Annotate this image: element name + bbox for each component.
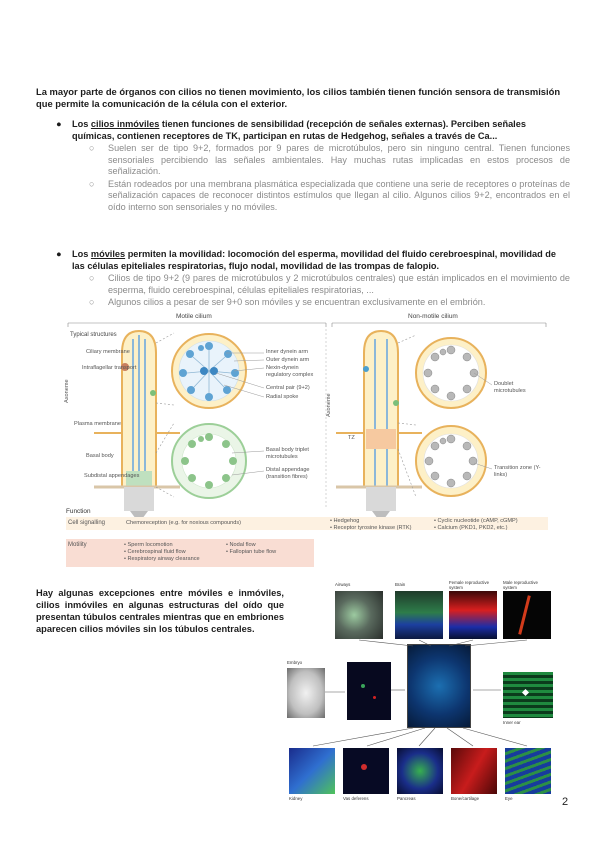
list-item <box>89 179 570 214</box>
pancreas-label: Pancreas <box>397 796 416 801</box>
list-item <box>89 143 570 178</box>
vas-deferens-label: Vas deferens <box>343 796 369 801</box>
signalling-item-text: Hedgehog <box>333 518 360 524</box>
radial-spoke-label: Radial spoke <box>266 394 299 400</box>
central-pair-label: Central pair (9+2) <box>266 385 310 391</box>
tz-label: TZ <box>348 435 355 441</box>
subdistal-appendages-label: Subdistal appendages <box>84 473 140 479</box>
motile-keyword: móviles <box>90 249 126 259</box>
typical-structures-label: Typical structures <box>70 332 117 338</box>
sub-bullet: ○ <box>89 143 95 153</box>
motility-item-text: Fallopian tube flow <box>229 549 277 555</box>
plasma-membrane-label: Plasma membrane <box>74 421 121 427</box>
motility-item: • Respiratory airway clearance <box>124 556 200 562</box>
immobile-description: tienen funciones de sensibilidad (recepción de señales externas). Perciben señales químicas, contienen receptores de TK, participan en rutas de Hedgehog, señales a través de Ca... <box>72 119 526 141</box>
sub-item-text: Suelen ser de tipo 9+2, formados por 9 pares de microtúbulos, pero sin ninguno central. Tienen funciones sensoriales percibiendo las señales ambientales. Hay muchas rutas implicadas en estos procesos de señalización. <box>108 143 570 177</box>
motile-description: permiten la movilidad: locomoción del esperma, movilidad del fluido cerebroespinal, movilidad de las células epiteliales respiratorias, flujo nodal, movilidad de las trompas de falopio. <box>72 249 557 271</box>
bullet-dot: ● <box>56 249 62 259</box>
non-motile-axoneme-cross-section <box>416 338 486 408</box>
eye-label: Eye <box>505 796 513 801</box>
basal-body-triplet-label: Basal body triplet microtubules <box>266 447 309 460</box>
list-item <box>89 297 570 309</box>
transition-zone-cross-section <box>416 426 486 496</box>
motility-item-text: Respiratory airway clearance <box>127 556 200 562</box>
motile-cilia-section <box>56 248 570 310</box>
distal-appendage-label: Distal appendage (transition fibres) <box>266 467 310 480</box>
motility-item: • Sperm locomotion <box>124 542 173 548</box>
signalling-item: • Cyclic nucleotide (cAMP, cGMP) <box>434 518 518 524</box>
function-title: Function <box>66 508 91 515</box>
non-motile-cilium-drawing <box>333 331 422 524</box>
inner-dynein-arm-label: Inner dynein arm <box>266 349 308 355</box>
airways-label: Airways <box>335 582 351 587</box>
doublet-microtubules-label: Doublet microtubules <box>494 381 526 394</box>
immobile-cilia-section <box>56 118 570 215</box>
immobile-sub-list <box>89 143 570 214</box>
embryo-label: Embryo <box>287 660 303 665</box>
motility-label: Motility <box>68 542 87 548</box>
bullet-prefix: Los <box>72 249 89 259</box>
non-motile-title: Non-motile cilium <box>408 313 458 320</box>
page-number: 2 <box>562 796 569 808</box>
outer-dynein-arm-label: Outer dynein arm <box>266 357 310 363</box>
brain-label: Brain <box>395 582 406 587</box>
signalling-item: • Receptor tyrosine kinase (RTK) <box>330 525 412 531</box>
kidney-label: Kidney <box>289 796 303 801</box>
intraflagellar-transport-label: Intraflagellar transport <box>82 365 137 371</box>
motility-item: • Fallopian tube flow <box>226 549 277 555</box>
exceptions-paragraph: Hay algunas excepciones entre móviles e inmóviles, cilios inmóviles en algunas estructuras del oído que presentan túbulos centrales mientras que en embriones aparecen cilios móviles sin los túbulos centrales. <box>36 588 284 634</box>
bone-cartilage-label: Bone/cartilage <box>451 796 480 801</box>
motility-item: • Cerebrospinal fluid flow <box>124 549 186 555</box>
ciliary-membrane-label: Ciliary membrane <box>86 349 130 355</box>
signalling-item-text: Receptor tyrosine kinase (RTK) <box>333 525 412 531</box>
male-reproductive-label: Male reproductive system <box>503 580 538 590</box>
sub-item-text: Cilios de tipo 9+2 (9 pares de microtúbulos y 2 microtúbulos centrales) que están implicados en el movimiento de esperma, fluido cerebroespinal, células epiteliales respiratorias, ... <box>108 273 570 295</box>
sub-item-text: Algunos cilios a pesar de ser 9+0 son móviles y se encuentran exclusivamente en el embrión. <box>108 297 486 308</box>
motility-item-text: Cerebrospinal fluid flow <box>127 549 186 555</box>
motile-bullet <box>56 248 570 272</box>
motility-item: • Nodal flow <box>226 542 256 548</box>
immobile-keyword: cilios inmóviles <box>90 119 160 129</box>
motility-item-text: Sperm locomotion <box>127 542 173 548</box>
transition-zone-label: Transition zone (Y-links) <box>494 465 541 478</box>
cilia-structure-figure <box>64 313 550 570</box>
signalling-item: • Hedgehog <box>330 518 360 524</box>
bullet-prefix: Los <box>72 119 89 129</box>
signalling-item-text: Calcium (PKD1, PKD2, etc.) <box>437 525 508 531</box>
motile-basal-body-cross-section <box>172 424 246 498</box>
signalling-item: Chemoreception (e.g. for noxious compounds) <box>126 520 242 526</box>
female-reproductive-label: Female reproductive system <box>449 580 490 590</box>
axoneme-label-right: Axoneme <box>326 393 332 417</box>
sub-bullet: ○ <box>89 297 95 308</box>
motile-title: Motile cilium <box>176 313 212 320</box>
microscopy-collage <box>285 580 555 817</box>
cell-signalling-label: Cell signalling <box>68 520 106 526</box>
basal-body-label: Basal body <box>86 453 114 459</box>
sub-item-text: Están rodeados por una membrana plasmática especializada que contiene una serie de receptores o proteínas de señalización capaces de reconocer distintos estímulos que llegan al cilio. Algunos cilios 9+2, encontrados en el oído interno son sensoriales y no móviles. <box>108 178 570 212</box>
list-item <box>89 273 570 296</box>
axoneme-label: Axoneme <box>64 379 70 403</box>
bullet-dot: ● <box>56 119 62 129</box>
sub-bullet: ○ <box>89 273 95 283</box>
signalling-item: • Calcium (PKD1, PKD2, etc.) <box>434 525 508 531</box>
motile-sub-list <box>89 273 570 309</box>
collage-arrows <box>285 580 555 817</box>
immobile-bullet <box>56 118 570 142</box>
signalling-item-text: Cyclic nucleotide (cAMP, cGMP) <box>437 518 518 524</box>
motility-item-text: Nodal flow <box>229 542 256 548</box>
nexin-dynein-label: Nexin-dynein regulatory complex <box>266 365 314 378</box>
inner-ear-label: Inner ear <box>503 720 521 725</box>
intro-paragraph: La mayor parte de órganos con cilios no tienen movimiento, los cilios también tienen función sensora de transmisión que permite la comunicación de la célula con el exterior. <box>36 86 561 109</box>
sub-bullet: ○ <box>89 178 95 189</box>
